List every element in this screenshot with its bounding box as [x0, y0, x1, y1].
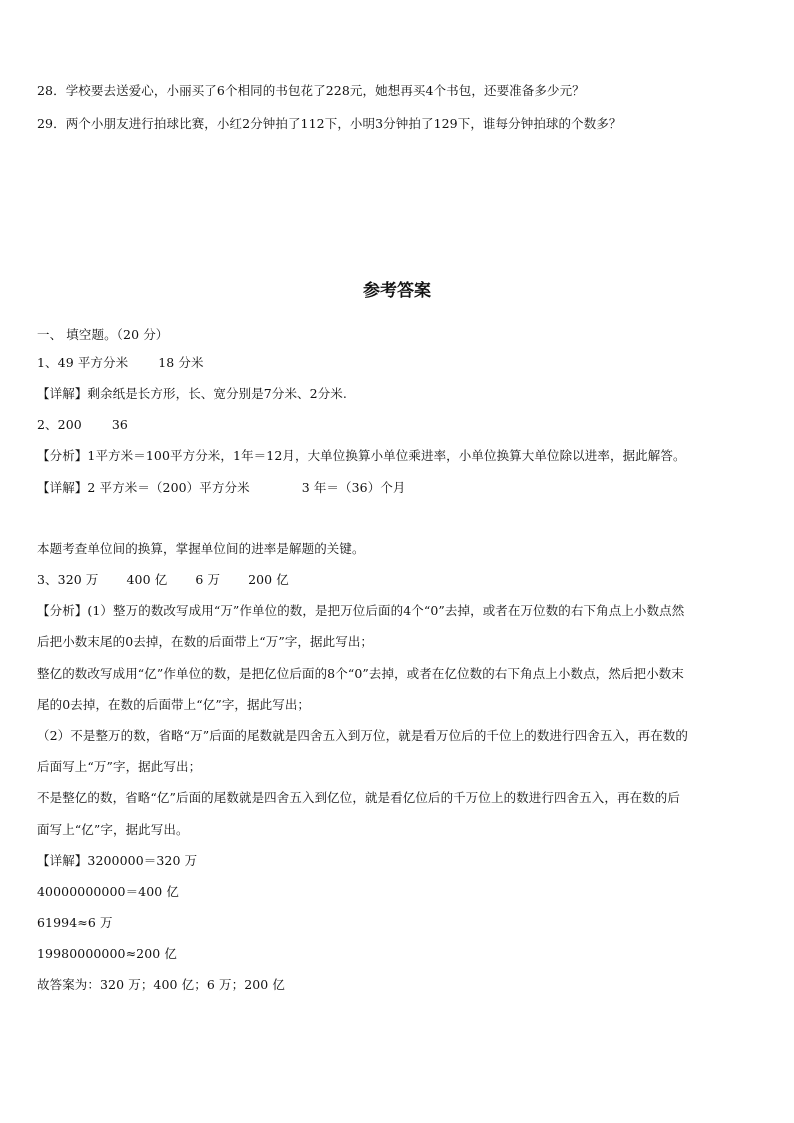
question-28: 28．学校要去送爱心，小丽买了6个相同的书包花了228元，她想再买4个书包，还要准备多少元？	[37, 83, 585, 98]
answer-3-analysis-line-8: 面写上“亿”字，据此写出。	[37, 822, 189, 837]
answer-2-analysis: 【分析】1平方米＝100平方分米，1年＝12月，大单位换算小单位乘进率，小单位换算大单位除以进率，据此解答。	[37, 448, 686, 463]
answer-2-detail	[37, 480, 406, 496]
answer-3-conclusion: 故答案为：320 万；400 亿；6 万；200 亿	[37, 977, 286, 992]
answer-3-analysis-line-7: 不是整亿的数，省略“亿”后面的尾数就是四舍五入到亿位，就是看亿位后的千万位上的数进行四舍五入，再在数的后	[37, 790, 680, 805]
answer-3-detail-1: 【详解】3200000＝320 万	[37, 853, 198, 868]
answer-2	[37, 417, 128, 433]
answer-3-d: 200 亿	[248, 572, 289, 587]
answer-2-a: 2、200	[37, 417, 82, 432]
answer-3-analysis-line-6: 后面写上“万”字，据此写出；	[37, 759, 202, 774]
answer-1-b: 18 分米	[158, 355, 204, 370]
answer-3-analysis-line-1: 【分析】(1）整万的数改写成用“万”作单位的数，是把万位后面的4个“0”去掉，或者在万位数的右下角点上小数点然	[37, 603, 685, 618]
answers-title: 参考答案	[363, 281, 431, 301]
answer-2-detail-a: 【详解】2 平方米＝（200）平方分米	[37, 480, 250, 495]
answer-2-summary: 本题考查单位间的换算，掌握单位间的进率是解题的关键。	[37, 541, 365, 556]
answer-3-a: 3、320 万	[37, 572, 99, 587]
section-heading: 一、 填空题。（20 分）	[37, 327, 169, 342]
answer-1-detail: 【详解】剩余纸是长方形，长、宽分别是7分米、2分米.	[37, 386, 347, 401]
answer-2-b: 36	[111, 417, 128, 432]
answer-3-detail-3: 61994≈6 万	[37, 915, 113, 930]
answer-1	[37, 355, 204, 371]
answer-3-analysis-line-5: （2）不是整万的数，省略“万”后面的尾数就是四舍五入到万位，就是看万位后的千位上的数进行四舍五入，再在数的	[37, 728, 689, 743]
answer-3-c: 6 万	[195, 572, 221, 587]
answer-1-a: 1、49 平方分米	[37, 355, 129, 370]
answer-3-detail-4: 19980000000≈200 亿	[37, 946, 177, 961]
question-29: 29．两个小朋友进行拍球比赛，小红2分钟拍了112下，小明3分钟拍了129下，谁每分钟拍球的个数多？	[37, 116, 622, 131]
answer-3-analysis-line-3: 整亿的数改写成用“亿”作单位的数，是把亿位后面的8个“0”去掉，或者在亿位数的右下角点上小数点，然后把小数末	[37, 666, 684, 681]
answer-3-detail-2: 40000000000＝400 亿	[37, 884, 180, 899]
answer-3-analysis-line-4: 尾的0去掉，在数的后面带上“亿”字，据此写出；	[37, 697, 311, 712]
answer-3-b: 400 亿	[126, 572, 168, 587]
answer-2-detail-b: 3 年＝（36）个月	[301, 480, 406, 495]
answer-3-analysis-line-2: 后把小数末尾的0去掉，在数的后面带上“万”字，据此写出；	[37, 634, 374, 649]
answer-3	[37, 572, 289, 588]
